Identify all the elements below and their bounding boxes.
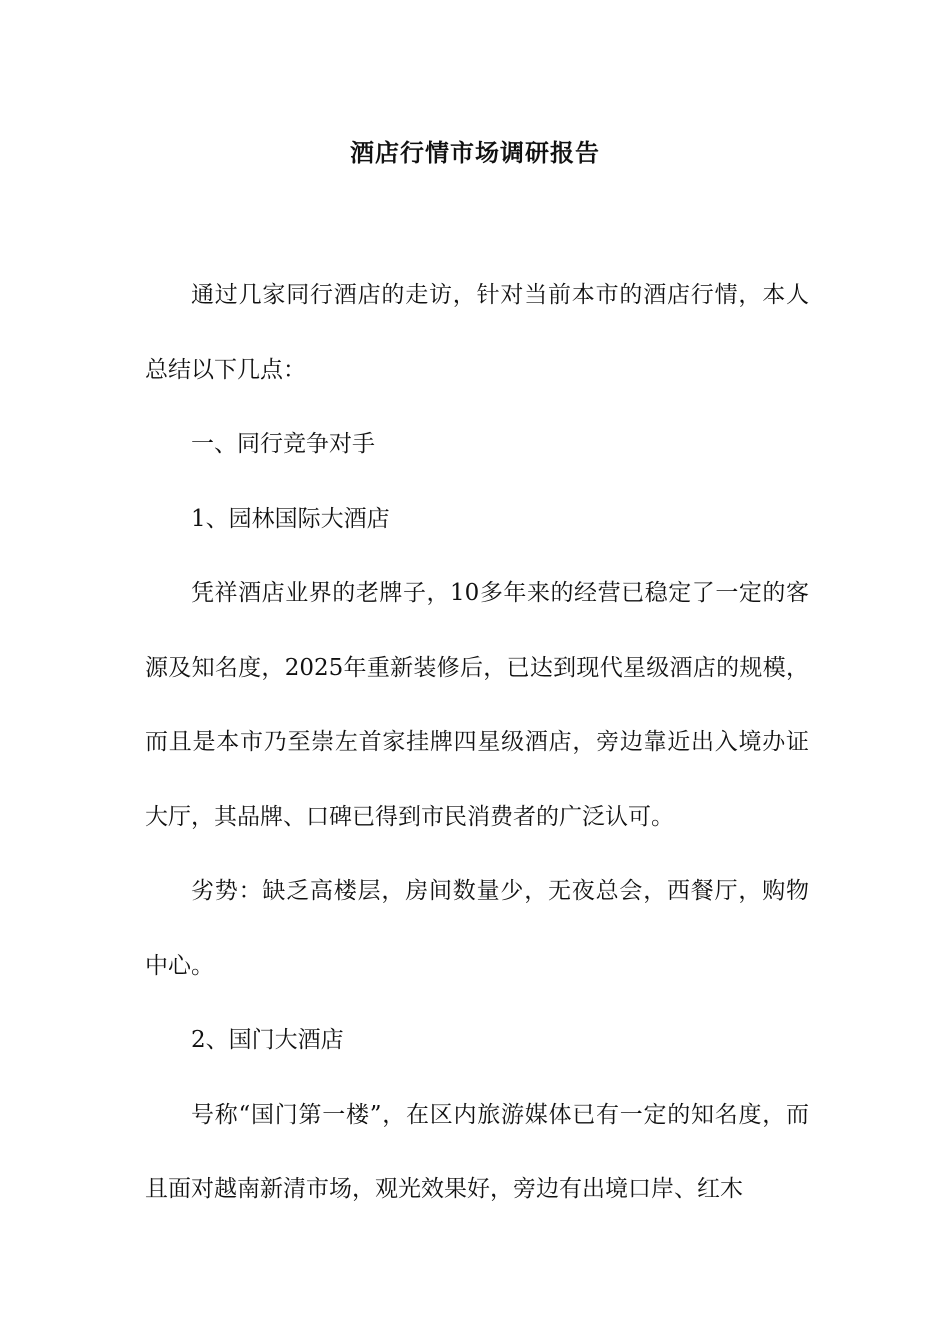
paragraph-intro: 通过几家同行酒店的走访，针对当前本市的酒店行情，本人总结以下几点：: [145, 282, 809, 383]
document-body: [145, 258, 809, 1227]
paragraph-yuanlin-strengths: 凭祥酒店业界的老牌子，10多年来的经营已稳定了一定的客源及知名度，2025年重新装修后，已达到现代星级酒店的规模，而且是本市乃至崇左首家挂牌四星级酒店，旁边靠近出入境办证大厅，其品牌、口碑已得到市民消费者的广泛认可。: [145, 580, 809, 830]
paragraph-guomen-strengths: 号称“国门第一楼”，在区内旅游媒体已有一定的知名度，而且面对越南新清市场，观光效果好，旁边有出境口岸、红木: [145, 1101, 809, 1202]
subheading-guomen-hotel: 2、国门大酒店: [191, 1027, 344, 1053]
subheading-yuanlin-hotel: 1、园林国际大酒店: [191, 505, 390, 532]
section-heading-competitors: 一、同行竞争对手: [191, 431, 375, 457]
document-title: 酒店行情市场调研报告: [350, 138, 600, 167]
paragraph-yuanlin-weaknesses: 劣势：缺乏高楼层，房间数量少，无夜总会，西餐厅，购物中心。: [145, 878, 809, 979]
